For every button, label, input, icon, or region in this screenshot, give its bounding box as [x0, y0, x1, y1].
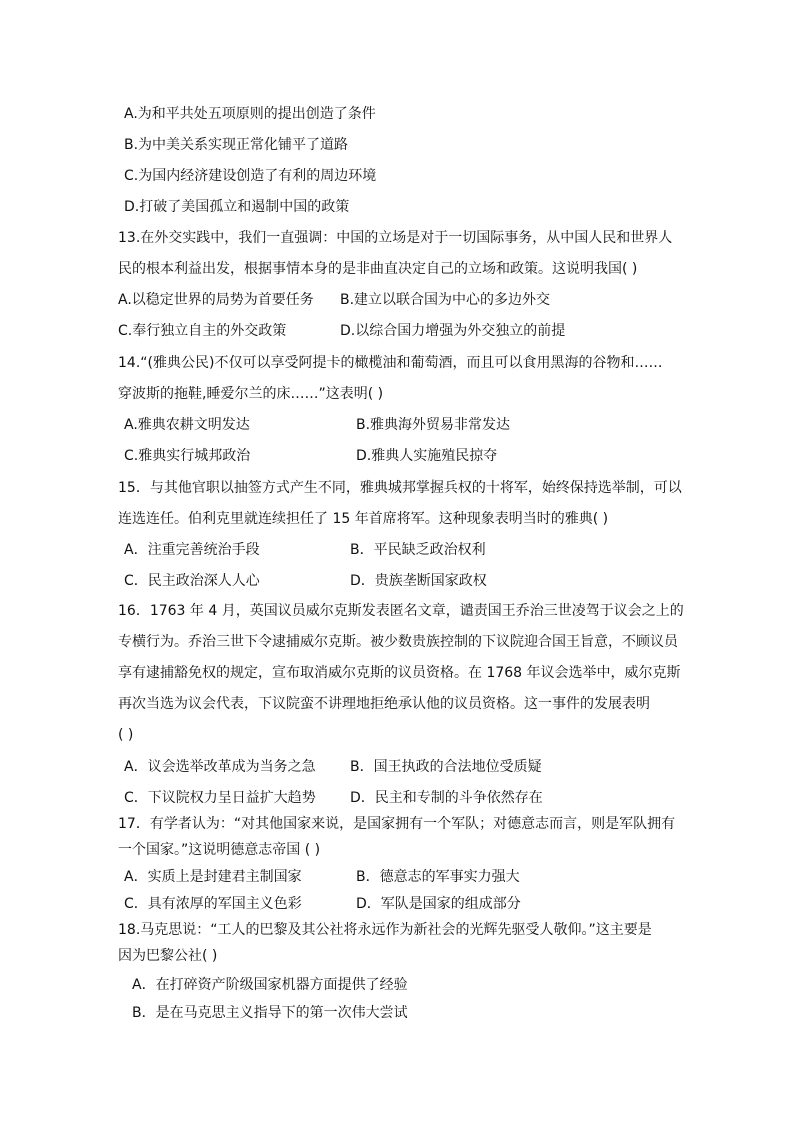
prev-option-c: C.为国内经济建设创造了有利的周边环境	[124, 168, 377, 184]
prev-option-d: D.打破了美国孤立和遏制中国的政策	[124, 199, 350, 215]
q16-option-c: C．下议院权力呈日益扩大趋势	[124, 790, 316, 806]
q16-stem-line1: 16．1763 年 4 月，英国议员威尔克斯发表匿名文章，谴责国王乔治三世凌驾于议会之上的	[118, 603, 684, 619]
q14-stem-line1: 14.“(雅典公民)不仅可以享受阿提卡的橄榄油和葡萄酒，而且可以食用黑海的谷物和……	[118, 355, 663, 371]
q15-option-b: B．平民缺乏政治权利	[350, 542, 486, 558]
q13-option-b: B.建立以联合国为中心的多边外交	[340, 292, 551, 308]
q17-option-d: D．军队是国家的组成部分	[356, 896, 521, 912]
q17-option-c: C．具有浓厚的军国主义色彩	[124, 896, 302, 912]
q16-stem-line3: 享有逮捕豁免权的规定，宣布取消威尔克斯的议员资格。在 1768 年议会选举中，威尔克斯	[118, 665, 681, 681]
q13-option-a: A.以稳定世界的局势为首要任务	[118, 292, 314, 308]
q18-stem-line2: 因为巴黎公社( )	[118, 948, 218, 964]
q18-stem-line1: 18.马克思说：“工人的巴黎及其公社将永远作为新社会的光辉先驱受人敬仰。”这主要是	[118, 922, 652, 938]
q15-stem-line2: 连选连任。伯利克里就连续担任了 15 年首席将军。这种现象表明当时的雅典( )	[118, 511, 609, 527]
q15-option-a: A．注重完善统治手段	[124, 542, 260, 558]
q15-stem-line1: 15．与其他官职以抽签方式产生不同，雅典城邦掌握兵权的十将军，始终保持选举制，可以	[118, 480, 682, 496]
q14-stem-line2: 穿波斯的拖鞋,睡爱尔兰的床……”这表明( )	[118, 386, 384, 402]
q13-option-c: C.奉行独立自主的外交政策	[118, 323, 287, 339]
q13-stem-line2: 民的根本利益出发，根据事情本身的是非曲直决定自己的立场和政策。这说明我国( )	[118, 261, 638, 277]
q14-option-c: C.雅典实行城邦政治	[124, 448, 251, 464]
prev-option-b: B.为中美关系实现正常化铺平了道路	[124, 137, 349, 153]
q14-option-b: B.雅典海外贸易非常发达	[356, 417, 511, 433]
q17-stem-line1: 17．有学者认为：“对其他国家来说，是国家拥有一个军队；对德意志而言，则是军队拥有	[118, 816, 676, 832]
q17-option-a: A．实质上是封建君主制国家	[124, 869, 302, 885]
q14-option-a: A.雅典农耕文明发达	[124, 417, 250, 433]
q17-stem-line2: 一个国家。”这说明德意志帝国 ( )	[118, 842, 321, 858]
q17-option-b: B．德意志的军事实力强大	[356, 869, 520, 885]
q15-option-c: C．民主政治深人人心	[124, 573, 260, 589]
q18-option-b: B．是在马克思主义指导下的第一次伟大尝试	[132, 1005, 408, 1021]
q13-option-d: D.以综合国力增强为外交独立的前提	[340, 323, 566, 339]
q16-stem-line5: ( )	[118, 727, 134, 743]
q16-option-b: B．国王执政的合法地位受质疑	[350, 759, 542, 775]
q16-option-a: A．议会选举改革成为当务之急	[124, 759, 316, 775]
q16-stem-line2: 专横行为。乔治三世下令逮捕威尔克斯。被少数贵族控制的下议院迎合国王旨意，不顾议员	[118, 634, 678, 650]
q14-option-d: D.雅典人实施殖民掠夺	[356, 448, 498, 464]
q15-option-d: D．贵族垄断国家政权	[350, 573, 487, 589]
q18-option-a: A．在打碎资产阶级国家机器方面提供了经验	[132, 977, 408, 993]
prev-option-a: A.为和平共处五项原则的提出创造了条件	[124, 106, 376, 122]
q13-stem-line1: 13.在外交实践中，我们一直强调：中国的立场是对于一切国际事务，从中国人民和世界人	[118, 230, 673, 246]
q16-option-d: D．民主和专制的斗争依然存在	[350, 790, 543, 806]
q16-stem-line4: 再次当选为议会代表，下议院蛮不讲理地拒绝承认他的议员资格。这一事件的发展表明	[118, 696, 650, 712]
